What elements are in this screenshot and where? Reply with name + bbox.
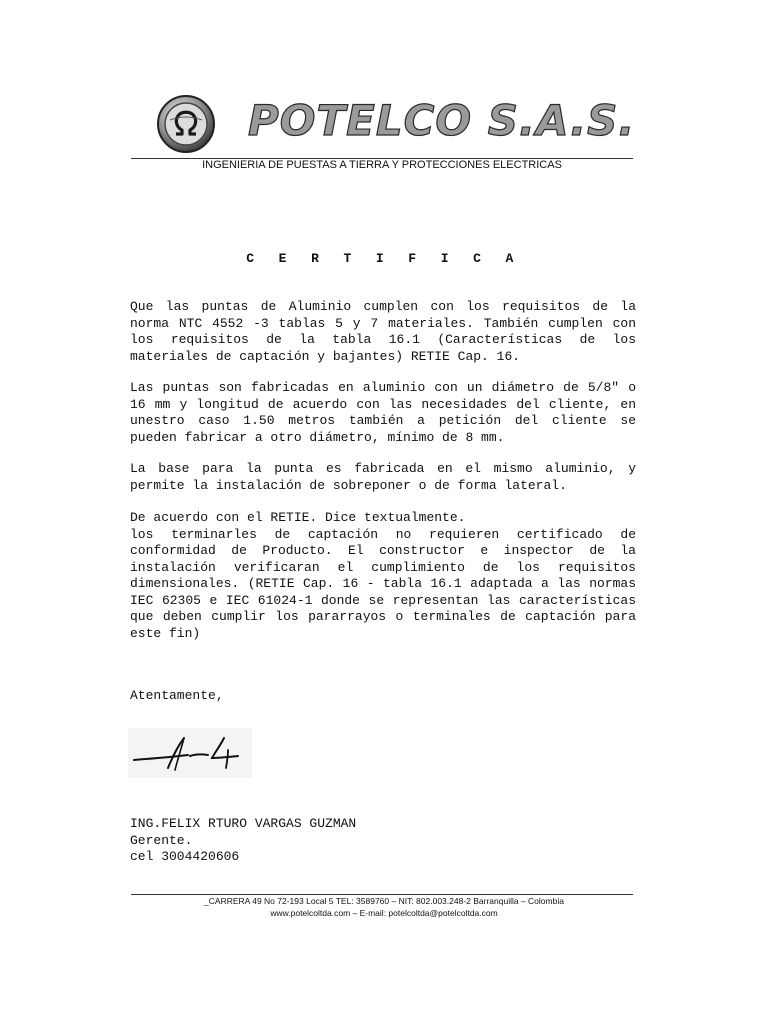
paragraph-3: [130, 461, 636, 494]
paragraph-2: [130, 380, 636, 446]
signer-name: ING.FELIX RTURO VARGAS GUZMAN: [130, 816, 357, 831]
paragraph-text: Que las puntas de Aluminio cumplen con los requisitos de la norma NTC 4552 -3 tablas 5 y 7 materiales. También cumplen con los requisitos de la tabla 16.1 (Características de los materiales de captación y bajantes) RETIE Cap. 16.: [130, 299, 636, 364]
closing-salutation: Atentamente,: [130, 688, 224, 703]
signer-title: Gerente.: [130, 832, 193, 848]
paragraph-text: De acuerdo con el RETIE. Dice textualmente. los terminarles de captación no requieren certificado de conformidad de Producto. El constructor e inspector de la instalación verificaran el cumplimiento de los requisitos dimensionales. (RETIE Cap. 16 - tabla 16.1 adaptada a las normas IEC 62305 e IEC 61024-1 donde se representan las características que deben cumplir los pararrayos o terminales de captación para este fin): [130, 510, 636, 641]
footer-address: _CARRERA 49 No 72-193 Local 5 TEL: 3589760 – NIT: 802.003.248-2 Barranquilla – Colombia: [204, 896, 564, 906]
company-tagline: INGENIERIA DE PUESTAS A TIERRA Y PROTECCIONES ELECTRICAS: [202, 159, 562, 171]
omega-globe-logo-icon: [156, 94, 216, 154]
paragraph-text: Las puntas son fabricadas en aluminio con un diámetro de 5/8" o 16 mm y longitud de acuerdo con las necesidades del cliente, en unestro caso 1.50 metros también a petición del cliente se pueden fabricar a otro diámetro, mínimo de 8 mm.: [130, 380, 636, 445]
document-title: C E R T I F I C A: [246, 251, 522, 266]
paragraph-1: [130, 299, 636, 365]
signer-phone: cel 3004420606: [130, 849, 240, 864]
signer-block: [130, 816, 636, 866]
footer-divider: [131, 894, 633, 895]
company-name: POTELCO S.A.S.: [248, 96, 636, 145]
paragraph-text: La base para la punta es fabricada en el mismo aluminio, y permite la instalación de sobreponer o de forma lateral.: [130, 461, 636, 493]
paragraph-4: [130, 510, 636, 642]
footer-web-email: www.potelcoltda.com – E-mail: potelcoltda@potelcoltda.com: [270, 908, 498, 918]
handwritten-signature: [128, 728, 252, 778]
